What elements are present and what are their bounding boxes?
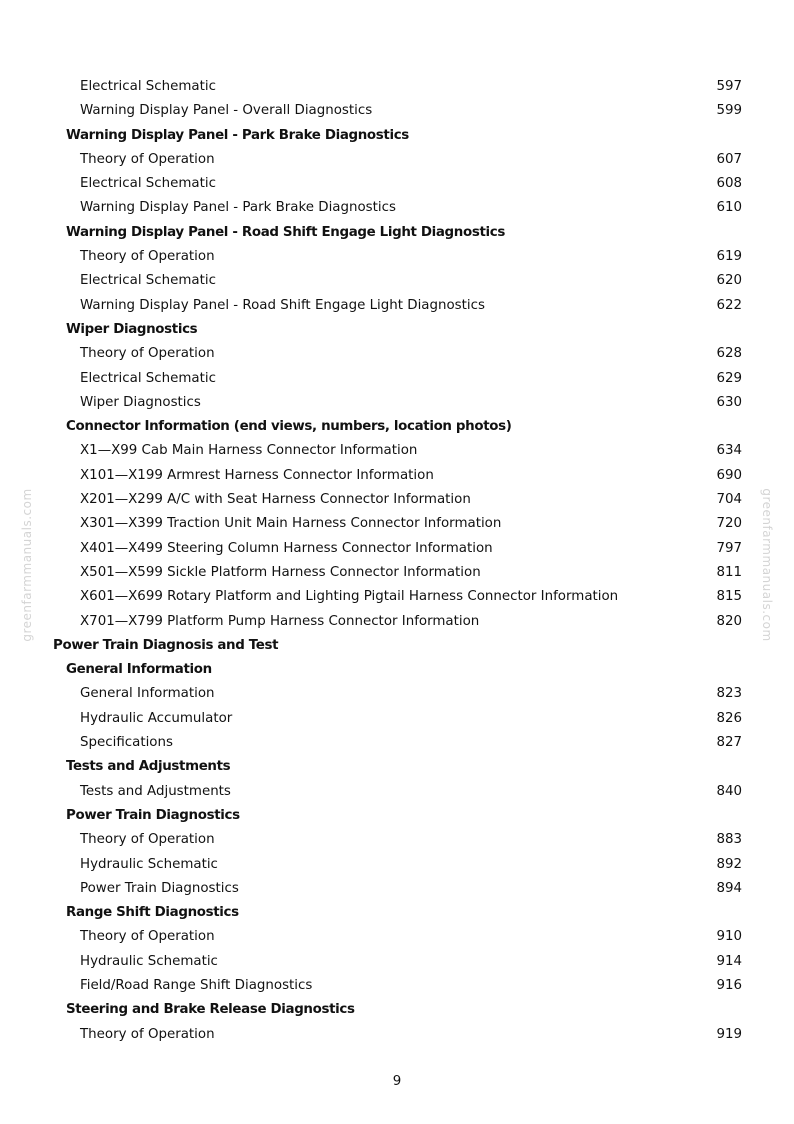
toc-entry-title: Warning Display Panel - Park Brake Diagnostics [66,127,409,143]
toc-section-heading [0,998,794,1022]
toc-entry-page: 820 [716,613,742,629]
toc-entry [0,877,794,901]
toc-entry-title: Power Train Diagnostics [66,807,240,823]
toc-entry-title: Specifications [80,735,173,751]
toc-section-heading [0,804,794,828]
toc-entry-page: 622 [716,297,742,313]
toc-entry-page: 815 [716,589,742,605]
toc-entry [0,488,794,512]
toc-entry-title: Power Train Diagnostics [80,880,239,896]
toc-entry-title: Wiper Diagnostics [66,321,198,337]
toc-entry-title: Theory of Operation [80,346,215,362]
toc-entry [0,196,794,220]
toc-entry [0,561,794,585]
toc-entry [0,75,794,99]
toc-entry [0,367,794,391]
toc-entry-page: 599 [716,103,742,119]
toc-entry [0,99,794,123]
toc-section-heading [0,221,794,245]
toc-entry-title: Theory of Operation [80,249,215,265]
toc-entry-page: 826 [716,710,742,726]
toc-entry-page: 811 [716,564,742,580]
toc-entry [0,780,794,804]
toc-entry [0,245,794,269]
toc-entry [0,342,794,366]
toc-entry-page: 597 [716,79,742,94]
toc-entry-title: Electrical Schematic [80,79,216,94]
toc-entry [0,294,794,318]
toc-section-heading [0,658,794,682]
toc-entry [0,512,794,536]
toc-entry [0,925,794,949]
toc-entry-page: 914 [716,953,742,969]
toc-entry [0,707,794,731]
toc-entry-title: Hydraulic Schematic [80,856,218,872]
toc-entry-title: Warning Display Panel - Overall Diagnostics [80,103,373,119]
toc-entry-page: 840 [716,783,742,799]
toc-entry-title: Wiper Diagnostics [80,394,201,410]
toc-section-heading [0,415,794,439]
toc-entry [0,828,794,852]
toc-entry [0,439,794,463]
toc-section-heading [0,755,794,779]
toc-entry [0,610,794,634]
toc-entry-title: Power Train Diagnosis and Test [53,637,279,653]
toc-entry-title: Hydraulic Accumulator [80,710,233,726]
toc-entry [0,950,794,974]
toc-entry [0,464,794,488]
toc-entry-title: Field/Road Range Shift Diagnostics [80,977,313,993]
toc-entry-page: 608 [716,176,742,192]
toc-entry-title: Connector Information (end views, numbers, location photos) [66,419,512,435]
toc-entry [0,269,794,293]
toc-entry-title: Hydraulic Schematic [80,953,218,969]
toc-entry-title: X701—X799 Platform Pump Harness Connector Information [80,613,480,629]
toc-entry-page: 797 [716,540,742,556]
toc-entry-page: 690 [716,467,742,483]
toc-section-heading [0,124,794,148]
toc-entry-page: 827 [716,735,742,751]
toc-entry-title: Theory of Operation [80,832,215,848]
toc-entry-page: 610 [716,200,742,216]
toc-entry [0,537,794,561]
toc-entry-page: 619 [716,249,742,265]
toc-entry [0,853,794,877]
toc-entry-page: 894 [716,880,742,896]
toc-entry-page: 620 [716,273,742,289]
toc-entry-page: 892 [716,856,742,872]
toc-section-heading [0,901,794,925]
toc-entry [0,1023,794,1047]
toc-entry-title: Tests and Adjustments [80,783,231,799]
toc-entry-title: Theory of Operation [80,151,215,167]
toc-entry [0,731,794,755]
toc-entry-page: 628 [716,346,742,362]
toc-entry-title: Warning Display Panel - Road Shift Engage Light Diagnostics [80,297,485,313]
table-of-contents [0,75,794,1047]
toc-entry-page: 823 [716,686,742,702]
toc-entry-page: 634 [716,443,742,459]
toc-entry-title: X601—X699 Rotary Platform and Lighting Pigtail Harness Connector Information [80,589,619,605]
toc-entry-title: X301—X399 Traction Unit Main Harness Connector Information [80,516,502,532]
toc-entry-title: Theory of Operation [80,929,215,945]
toc-entry-title: Electrical Schematic [80,273,216,289]
toc-entry-title: Electrical Schematic [80,176,216,192]
toc-entry-title: X401—X499 Steering Column Harness Connector Information [80,540,493,556]
toc-entry-title: General Information [80,686,215,702]
toc-entry-page: 704 [716,492,742,508]
watermark-right: greenfarmmanuals.com [760,488,774,642]
toc-entry-title: X101—X199 Armrest Harness Connector Information [80,467,434,483]
toc-entry-title: Steering and Brake Release Diagnostics [66,1002,355,1018]
toc-entry-page: 629 [716,370,742,386]
toc-entry-title: Warning Display Panel - Park Brake Diagnostics [80,200,396,216]
toc-entry-page: 919 [716,1026,742,1042]
page-number: 9 [392,1074,402,1089]
toc-entry-page: 607 [716,151,742,167]
toc-entry [0,682,794,706]
toc-entry-title: Range Shift Diagnostics [66,905,239,921]
toc-entry-title: X1—X99 Cab Main Harness Connector Information [80,443,418,459]
toc-entry-page: 910 [716,929,742,945]
toc-entry [0,974,794,998]
toc-entry-title: Theory of Operation [80,1026,215,1042]
toc-entry [0,172,794,196]
toc-entry-page: 720 [716,516,742,532]
toc-entry-title: General Information [66,662,212,678]
toc-entry [0,391,794,415]
toc-entry-title: X501—X599 Sickle Platform Harness Connector Information [80,564,481,580]
toc-section-heading [0,634,794,658]
toc-entry-page: 630 [716,394,742,410]
toc-entry-page: 883 [716,832,742,848]
toc-entry-page: 916 [716,977,742,993]
toc-entry-title: Electrical Schematic [80,370,216,386]
watermark-left: greenfarmmanuals.com [20,488,34,642]
toc-entry [0,148,794,172]
toc-section-heading [0,318,794,342]
toc-entry-title: X201—X299 A/C with Seat Harness Connector Information [80,492,471,508]
toc-entry-title: Tests and Adjustments [66,759,231,775]
toc-entry-title: Warning Display Panel - Road Shift Engage Light Diagnostics [66,224,505,240]
toc-entry [0,585,794,609]
